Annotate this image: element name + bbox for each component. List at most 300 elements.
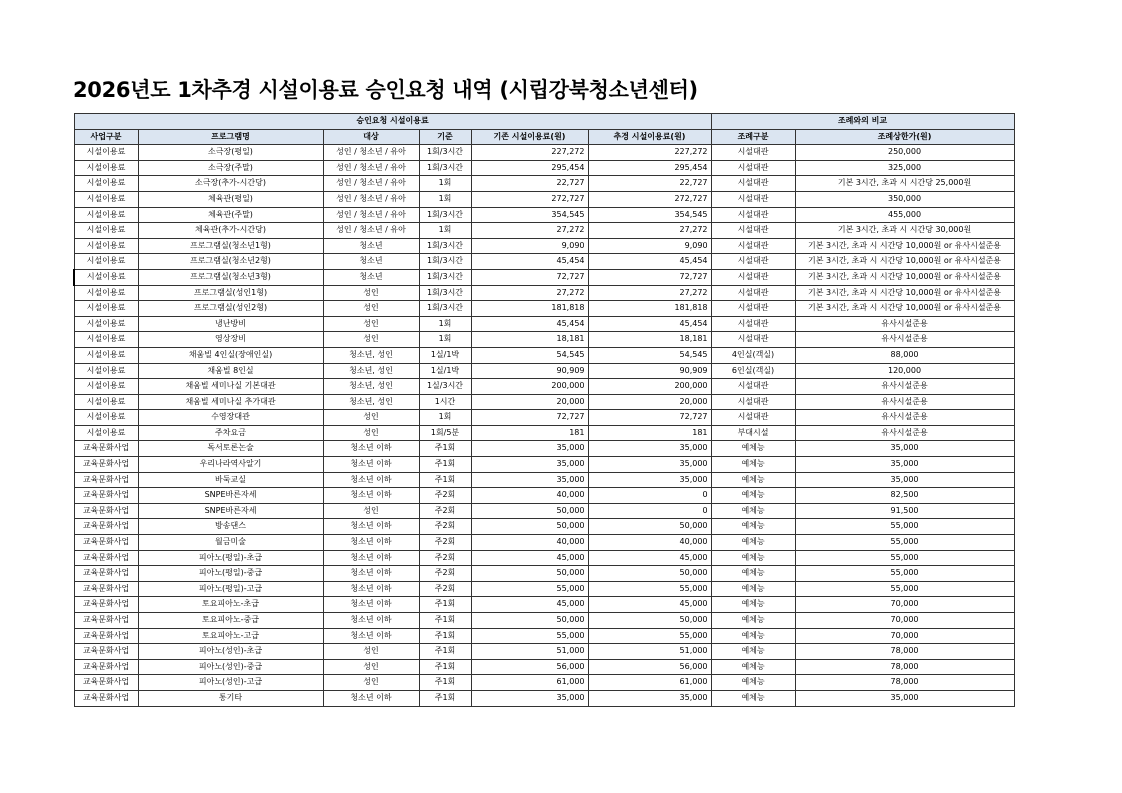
table-header [74, 114, 1014, 145]
cell-ordinance-cap: 70,000 [795, 628, 1014, 644]
cell-revised-fee: 9,090 [588, 238, 711, 254]
cell-business-type: 시설이용료 [74, 316, 138, 332]
cell-revised-fee: 54,545 [588, 347, 711, 363]
cell-business-type: 교육문화사업 [74, 535, 138, 551]
cell-basis: 주2회 [419, 581, 471, 597]
cell-ordinance-type: 시설대관 [711, 238, 795, 254]
cell-revised-fee: 200,000 [588, 379, 711, 395]
cell-business-type: 교육문화사업 [74, 675, 138, 691]
header-group-row [74, 114, 1014, 130]
table-row [74, 145, 1014, 161]
header-group-ordinance: 조례와의 비교 [711, 114, 1014, 130]
cell-business-type: 교육문화사업 [74, 581, 138, 597]
cell-existing-fee: 9,090 [471, 238, 588, 254]
cell-existing-fee: 200,000 [471, 379, 588, 395]
table-row [74, 613, 1014, 629]
cell-revised-fee: 295,454 [588, 160, 711, 176]
cell-program-name: 채움빌 세미나실 추가대관 [138, 394, 323, 410]
cell-revised-fee: 35,000 [588, 441, 711, 457]
cell-business-type: 교육문화사업 [74, 457, 138, 473]
cell-basis: 주1회 [419, 613, 471, 629]
cell-basis: 1회/3시간 [419, 269, 471, 285]
cell-ordinance-cap: 55,000 [795, 581, 1014, 597]
cell-basis: 1시간 [419, 394, 471, 410]
cell-existing-fee: 50,000 [471, 503, 588, 519]
cell-revised-fee: 72,727 [588, 410, 711, 426]
header-col-program-name: 프로그램명 [138, 129, 323, 145]
cell-revised-fee: 61,000 [588, 675, 711, 691]
cell-target: 청소년, 성인 [323, 394, 419, 410]
header-col-target: 대상 [323, 129, 419, 145]
fee-table [73, 113, 1015, 707]
cell-target: 청소년, 성인 [323, 347, 419, 363]
table-row [74, 207, 1014, 223]
cell-basis: 1회 [419, 176, 471, 192]
cell-ordinance-type: 시설대관 [711, 285, 795, 301]
cell-ordinance-type: 예체능 [711, 503, 795, 519]
cell-basis: 1회/3시간 [419, 238, 471, 254]
cell-ordinance-cap: 기본 3시간, 초과 시 시간당 25,000원 [795, 176, 1014, 192]
cell-ordinance-cap: 35,000 [795, 690, 1014, 706]
cell-ordinance-type: 예체능 [711, 550, 795, 566]
cell-ordinance-type: 시설대관 [711, 223, 795, 239]
cell-program-name: 체육관(추가-시간당) [138, 223, 323, 239]
table-row [74, 441, 1014, 457]
cell-revised-fee: 45,454 [588, 254, 711, 270]
cell-existing-fee: 40,000 [471, 488, 588, 504]
cell-revised-fee: 50,000 [588, 613, 711, 629]
cell-business-type: 교육문화사업 [74, 659, 138, 675]
cell-basis: 1회/5분 [419, 425, 471, 441]
cell-target: 성인 [323, 503, 419, 519]
table-row [74, 176, 1014, 192]
cell-business-type: 교육문화사업 [74, 550, 138, 566]
cell-target: 청소년 이하 [323, 488, 419, 504]
cell-ordinance-cap: 350,000 [795, 191, 1014, 207]
cell-business-type: 시설이용료 [74, 363, 138, 379]
cell-ordinance-cap: 78,000 [795, 675, 1014, 691]
cell-program-name: 피아노(평일)-중급 [138, 566, 323, 582]
cell-revised-fee: 0 [588, 488, 711, 504]
cell-ordinance-cap: 70,000 [795, 597, 1014, 613]
cell-target: 청소년 [323, 269, 419, 285]
table-row [74, 301, 1014, 317]
cell-revised-fee: 56,000 [588, 659, 711, 675]
cell-existing-fee: 20,000 [471, 394, 588, 410]
cell-ordinance-cap: 유사시설준용 [795, 379, 1014, 395]
cell-ordinance-cap: 35,000 [795, 472, 1014, 488]
table-row [74, 659, 1014, 675]
cell-existing-fee: 45,000 [471, 597, 588, 613]
cell-ordinance-type: 예체능 [711, 472, 795, 488]
cell-existing-fee: 18,181 [471, 332, 588, 348]
cell-existing-fee: 55,000 [471, 628, 588, 644]
cell-business-type: 시설이용료 [74, 269, 138, 285]
cell-ordinance-type: 예체능 [711, 441, 795, 457]
cell-target: 성인 / 청소년 / 유아 [323, 207, 419, 223]
cell-program-name: 프로그램실(성인1형) [138, 285, 323, 301]
cell-program-name: 수영장대관 [138, 410, 323, 426]
cell-ordinance-type: 시설대관 [711, 207, 795, 223]
cell-revised-fee: 181,818 [588, 301, 711, 317]
table-row [74, 581, 1014, 597]
cell-basis: 주2회 [419, 519, 471, 535]
cell-target: 성인 [323, 659, 419, 675]
cell-business-type: 교육문화사업 [74, 519, 138, 535]
cell-program-name: 영상장비 [138, 332, 323, 348]
header-col-existing-fee: 기존 시설이용료(원) [471, 129, 588, 145]
cell-ordinance-cap: 35,000 [795, 441, 1014, 457]
cell-ordinance-cap: 91,500 [795, 503, 1014, 519]
cell-business-type: 교육문화사업 [74, 613, 138, 629]
cell-program-name: 채움빌 8인실 [138, 363, 323, 379]
cell-revised-fee: 27,272 [588, 223, 711, 239]
table-row [74, 160, 1014, 176]
cell-existing-fee: 272,727 [471, 191, 588, 207]
cell-business-type: 시설이용료 [74, 285, 138, 301]
cell-business-type: 시설이용료 [74, 238, 138, 254]
header-col-revised-fee: 추경 시설이용료(원) [588, 129, 711, 145]
table-row [74, 425, 1014, 441]
cell-existing-fee: 72,727 [471, 269, 588, 285]
table-body [74, 145, 1014, 706]
cell-program-name: 소극장(평일) [138, 145, 323, 161]
cell-program-name: 체육관(주말) [138, 207, 323, 223]
cell-ordinance-cap: 기본 3시간, 초과 시 시간당 10,000원 or 유사시설준용 [795, 269, 1014, 285]
cell-existing-fee: 54,545 [471, 347, 588, 363]
cell-revised-fee: 45,454 [588, 316, 711, 332]
cell-target: 성인 [323, 316, 419, 332]
cell-program-name: 냉난방비 [138, 316, 323, 332]
cell-ordinance-cap: 35,000 [795, 457, 1014, 473]
cell-ordinance-cap: 유사시설준용 [795, 425, 1014, 441]
cell-business-type: 교육문화사업 [74, 441, 138, 457]
cell-ordinance-type: 예체능 [711, 628, 795, 644]
cell-basis: 주1회 [419, 472, 471, 488]
cell-ordinance-cap: 455,000 [795, 207, 1014, 223]
cell-existing-fee: 181,818 [471, 301, 588, 317]
cell-target: 청소년, 성인 [323, 379, 419, 395]
cell-business-type: 시설이용료 [74, 176, 138, 192]
cell-ordinance-type: 시설대관 [711, 316, 795, 332]
cell-revised-fee: 272,727 [588, 191, 711, 207]
cell-program-name: 채움빌 세미나실 기본대관 [138, 379, 323, 395]
cell-business-type: 교육문화사업 [74, 628, 138, 644]
table-row [74, 597, 1014, 613]
table-row [74, 269, 1014, 285]
cell-program-name: SNPE바른자세 [138, 503, 323, 519]
cell-ordinance-cap: 기본 3시간, 초과 시 시간당 10,000원 or 유사시설준용 [795, 285, 1014, 301]
header-column-row [74, 129, 1014, 145]
cell-basis: 주1회 [419, 644, 471, 660]
cell-ordinance-type: 시설대관 [711, 254, 795, 270]
cell-basis: 주1회 [419, 457, 471, 473]
cell-program-name: 피아노(평일)-초급 [138, 550, 323, 566]
cell-revised-fee: 18,181 [588, 332, 711, 348]
table-row [74, 628, 1014, 644]
cell-program-name: 방송댄스 [138, 519, 323, 535]
cell-target: 성인 / 청소년 / 유아 [323, 223, 419, 239]
cell-target: 청소년 이하 [323, 628, 419, 644]
cell-ordinance-cap: 55,000 [795, 535, 1014, 551]
cell-ordinance-type: 시설대관 [711, 410, 795, 426]
cell-target: 청소년 이하 [323, 690, 419, 706]
cell-existing-fee: 50,000 [471, 566, 588, 582]
table-row [74, 675, 1014, 691]
table-row [74, 191, 1014, 207]
cell-ordinance-cap: 55,000 [795, 519, 1014, 535]
cell-basis: 1회/3시간 [419, 160, 471, 176]
cell-basis: 1회 [419, 191, 471, 207]
cell-program-name: 피아노(성인)-중급 [138, 659, 323, 675]
cell-business-type: 교육문화사업 [74, 472, 138, 488]
cell-existing-fee: 45,454 [471, 254, 588, 270]
cell-ordinance-type: 시설대관 [711, 269, 795, 285]
header-col-ordinance-type: 조례구분 [711, 129, 795, 145]
cell-ordinance-cap: 88,000 [795, 347, 1014, 363]
cell-target: 청소년 이하 [323, 581, 419, 597]
cell-program-name: 채움빌 4인실(장애인실) [138, 347, 323, 363]
cell-ordinance-type: 시설대관 [711, 145, 795, 161]
cell-existing-fee: 181 [471, 425, 588, 441]
table-row [74, 379, 1014, 395]
cell-target: 성인 [323, 332, 419, 348]
cell-existing-fee: 35,000 [471, 441, 588, 457]
cell-basis: 1회/3시간 [419, 285, 471, 301]
cell-target: 성인 [323, 644, 419, 660]
cell-target: 성인 [323, 410, 419, 426]
cell-target: 청소년 [323, 254, 419, 270]
cell-ordinance-cap: 82,500 [795, 488, 1014, 504]
cell-business-type: 교육문화사업 [74, 503, 138, 519]
cell-revised-fee: 90,909 [588, 363, 711, 379]
cell-ordinance-type: 예체능 [711, 690, 795, 706]
cell-program-name: 피아노(평일)-고급 [138, 581, 323, 597]
cell-ordinance-type: 시설대관 [711, 379, 795, 395]
table-row [74, 254, 1014, 270]
cell-ordinance-type: 예체능 [711, 488, 795, 504]
cell-target: 청소년 이하 [323, 519, 419, 535]
cell-existing-fee: 27,272 [471, 223, 588, 239]
document-title: 2026년도 1차추경 시설이용료 승인요청 내역 (시립강북청소년센터) [73, 78, 698, 102]
cell-revised-fee: 354,545 [588, 207, 711, 223]
cell-program-name: 토요피아노-초급 [138, 597, 323, 613]
cell-basis: 주1회 [419, 675, 471, 691]
header-col-business-type: 사업구분 [74, 129, 138, 145]
cell-target: 성인 / 청소년 / 유아 [323, 176, 419, 192]
cell-program-name: 프로그램실(청소년3형) [138, 269, 323, 285]
table-row [74, 535, 1014, 551]
cell-ordinance-cap: 120,000 [795, 363, 1014, 379]
cell-program-name: 소극장(추가-시간당) [138, 176, 323, 192]
header-group-approval: 승인요청 시설이용료 [74, 114, 711, 130]
cell-business-type: 시설이용료 [74, 145, 138, 161]
cell-program-name: 프로그램실(청소년1형) [138, 238, 323, 254]
cell-revised-fee: 20,000 [588, 394, 711, 410]
cell-target: 청소년 [323, 238, 419, 254]
cell-target: 성인 / 청소년 / 유아 [323, 191, 419, 207]
cell-program-name: SNPE바른자세 [138, 488, 323, 504]
cell-business-type: 시설이용료 [74, 223, 138, 239]
cell-target: 청소년 이하 [323, 441, 419, 457]
table-row [74, 550, 1014, 566]
cell-business-type: 시설이용료 [74, 332, 138, 348]
cell-existing-fee: 40,000 [471, 535, 588, 551]
cell-existing-fee: 45,000 [471, 550, 588, 566]
cell-program-name: 독서토론논술 [138, 441, 323, 457]
cell-basis: 주2회 [419, 503, 471, 519]
table-row [74, 457, 1014, 473]
cell-target: 청소년 이하 [323, 597, 419, 613]
cell-business-type: 교육문화사업 [74, 488, 138, 504]
cell-basis: 주1회 [419, 628, 471, 644]
cell-business-type: 교육문화사업 [74, 644, 138, 660]
cell-basis: 1회 [419, 316, 471, 332]
cell-program-name: 피아노(성인)-고급 [138, 675, 323, 691]
cell-basis: 1실/1박 [419, 347, 471, 363]
cell-program-name: 토요피아노-중급 [138, 613, 323, 629]
table-row [74, 644, 1014, 660]
table-row [74, 363, 1014, 379]
cell-existing-fee: 55,000 [471, 581, 588, 597]
table-row [74, 223, 1014, 239]
cell-basis: 1회/3시간 [419, 254, 471, 270]
cell-ordinance-cap: 78,000 [795, 659, 1014, 675]
cell-ordinance-type: 예체능 [711, 644, 795, 660]
cell-revised-fee: 35,000 [588, 690, 711, 706]
cell-ordinance-cap: 기본 3시간, 초과 시 시간당 30,000원 [795, 223, 1014, 239]
cell-existing-fee: 354,545 [471, 207, 588, 223]
table-row [74, 503, 1014, 519]
cell-basis: 1회/3시간 [419, 207, 471, 223]
cell-revised-fee: 22,727 [588, 176, 711, 192]
table-row [74, 472, 1014, 488]
cell-revised-fee: 72,727 [588, 269, 711, 285]
cell-ordinance-cap: 유사시설준용 [795, 410, 1014, 426]
cell-business-type: 시설이용료 [74, 425, 138, 441]
table-row [74, 566, 1014, 582]
cell-existing-fee: 35,000 [471, 472, 588, 488]
cell-basis: 1실/1박 [419, 363, 471, 379]
cell-revised-fee: 0 [588, 503, 711, 519]
cell-target: 청소년 이하 [323, 535, 419, 551]
cell-business-type: 시설이용료 [74, 379, 138, 395]
cell-basis: 주2회 [419, 566, 471, 582]
cell-program-name: 주차요금 [138, 425, 323, 441]
cell-existing-fee: 35,000 [471, 690, 588, 706]
table-row [74, 488, 1014, 504]
table-row [74, 394, 1014, 410]
cell-program-name: 월금미술 [138, 535, 323, 551]
cell-ordinance-type: 시설대관 [711, 160, 795, 176]
cell-target: 청소년 이하 [323, 472, 419, 488]
cell-business-type: 시설이용료 [74, 254, 138, 270]
table-row [74, 690, 1014, 706]
cell-revised-fee: 50,000 [588, 566, 711, 582]
cell-existing-fee: 22,727 [471, 176, 588, 192]
cell-existing-fee: 45,454 [471, 316, 588, 332]
cell-program-name: 통기타 [138, 690, 323, 706]
cell-existing-fee: 50,000 [471, 613, 588, 629]
cell-program-name: 체육관(평일) [138, 191, 323, 207]
cell-target: 성인 [323, 675, 419, 691]
cell-ordinance-type: 예체능 [711, 675, 795, 691]
cell-ordinance-type: 예체능 [711, 457, 795, 473]
cell-basis: 주2회 [419, 550, 471, 566]
cell-target: 청소년, 성인 [323, 363, 419, 379]
cell-ordinance-type: 예체능 [711, 519, 795, 535]
cell-target: 청소년 이하 [323, 566, 419, 582]
cell-ordinance-cap: 기본 3시간, 초과 시 시간당 10,000원 or 유사시설준용 [795, 301, 1014, 317]
cell-revised-fee: 50,000 [588, 519, 711, 535]
cell-revised-fee: 40,000 [588, 535, 711, 551]
cell-existing-fee: 27,272 [471, 285, 588, 301]
cell-basis: 주1회 [419, 441, 471, 457]
cell-business-type: 시설이용료 [74, 160, 138, 176]
cell-target: 청소년 이하 [323, 457, 419, 473]
cell-ordinance-type: 시설대관 [711, 191, 795, 207]
cell-program-name: 바둑교실 [138, 472, 323, 488]
cell-existing-fee: 50,000 [471, 519, 588, 535]
cell-target: 성인 / 청소년 / 유아 [323, 160, 419, 176]
cell-ordinance-cap: 기본 3시간, 초과 시 시간당 10,000원 or 유사시설준용 [795, 238, 1014, 254]
cell-revised-fee: 27,272 [588, 285, 711, 301]
cell-revised-fee: 45,000 [588, 597, 711, 613]
cell-revised-fee: 227,272 [588, 145, 711, 161]
cell-target: 청소년 이하 [323, 613, 419, 629]
cell-ordinance-type: 예체능 [711, 613, 795, 629]
cell-ordinance-cap: 70,000 [795, 613, 1014, 629]
cell-business-type: 교육문화사업 [74, 597, 138, 613]
cell-ordinance-type: 시설대관 [711, 176, 795, 192]
table-row [74, 316, 1014, 332]
table-row [74, 238, 1014, 254]
cell-existing-fee: 227,272 [471, 145, 588, 161]
cell-target: 성인 [323, 285, 419, 301]
cell-program-name: 프로그램실(성인2형) [138, 301, 323, 317]
cell-ordinance-type: 예체능 [711, 581, 795, 597]
table-row [74, 285, 1014, 301]
cell-existing-fee: 295,454 [471, 160, 588, 176]
table-row [74, 347, 1014, 363]
table-row [74, 332, 1014, 348]
table-row [74, 410, 1014, 426]
cell-target: 성인 [323, 301, 419, 317]
cell-ordinance-cap: 325,000 [795, 160, 1014, 176]
cell-target: 청소년 이하 [323, 550, 419, 566]
cell-ordinance-type: 예체능 [711, 659, 795, 675]
cell-ordinance-type: 예체능 [711, 566, 795, 582]
cell-revised-fee: 55,000 [588, 628, 711, 644]
cell-business-type: 시설이용료 [74, 301, 138, 317]
cell-ordinance-cap: 250,000 [795, 145, 1014, 161]
cell-basis: 주2회 [419, 488, 471, 504]
cell-business-type: 시설이용료 [74, 191, 138, 207]
cell-ordinance-type: 시설대관 [711, 301, 795, 317]
cell-business-type: 시설이용료 [74, 410, 138, 426]
cell-ordinance-type: 시설대관 [711, 332, 795, 348]
cell-business-type: 교육문화사업 [74, 566, 138, 582]
cell-existing-fee: 90,909 [471, 363, 588, 379]
cell-target: 성인 / 청소년 / 유아 [323, 145, 419, 161]
cell-basis: 1회 [419, 410, 471, 426]
cell-basis: 1실/3시간 [419, 379, 471, 395]
cell-existing-fee: 61,000 [471, 675, 588, 691]
cell-revised-fee: 45,000 [588, 550, 711, 566]
cell-ordinance-cap: 유사시설준용 [795, 316, 1014, 332]
cell-target: 성인 [323, 425, 419, 441]
cell-revised-fee: 51,000 [588, 644, 711, 660]
